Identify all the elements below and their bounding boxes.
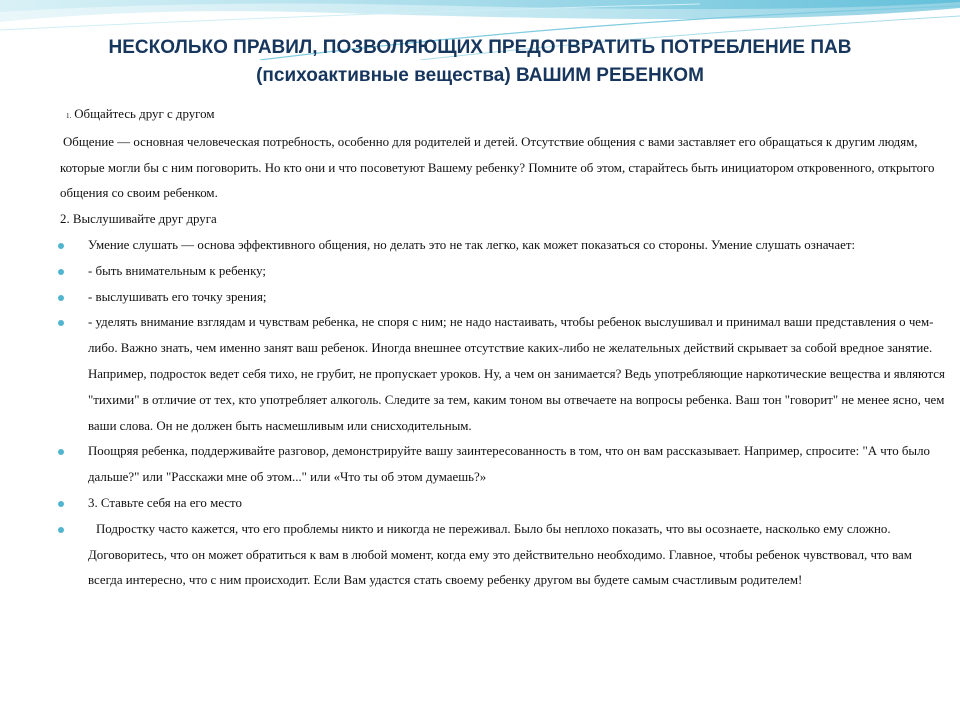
list-item	[60, 310, 945, 439]
bullet-icon	[58, 320, 64, 326]
section-1-heading	[60, 102, 945, 130]
list-item-text: - уделять внимание взглядам и чувствам ребенка, не споря с ним; не надо настаивать, чтобы ребенок выслушивал и принимал ваши представления о чем-либо. Важно знать, чем именно занят ваш ребенок. Иногда внешнее отсутствие каких-либо не желательных действий скрывает за собой вредное занятие. Например, подросток ведет себя тихо, не грубит, не пропускает уроков. Ну, а чем он занимается? Ведь употребляющие наркотические вещества и являются "тихими" в отличие от тех, кто употребляет алкоголь. Следите за тем, каким тоном вы отвечаете на вопросы ребенка. Ваш тон "говорит" не менее ясно, чем ваши слова. Он не должен быть насмешливым или снисходительным.	[88, 315, 945, 433]
list-item-text: - выслушивать его точку зрения;	[88, 289, 267, 304]
list-item	[60, 517, 945, 594]
list-item-text: 3. Ставьте себя на его место	[88, 495, 242, 510]
section-1-text: Общение — основная человеческая потребность, особенно для родителей и детей. Отсутствие общения с вами заставляет его обращаться к другим людям, которые могли бы с ним поговорить. Но кто они и что посоветуют Вашему ребенку? Помните об этом, старайтесь быть инициатором откровенного, открытого общения со своим ребенком.	[60, 134, 935, 201]
section-1-number: 1.	[66, 112, 72, 120]
list-item	[60, 285, 945, 311]
list-item	[60, 439, 945, 491]
list-item-text: Подростку часто кажется, что его проблемы никто и никогда не переживал. Было бы неплохо показать, что вы осознаете, насколько ему сложно. Договоритесь, что он может обратиться к вам в любой момент, когда ему это действительно необходимо. Главное, чтобы ребенок чувствовал, что вам всегда интересно, что с ним происходит. Если Вам удастся стать своему ребенку другом вы будете самым счастливым родителем!	[88, 521, 912, 588]
bullet-icon	[58, 527, 64, 533]
bullet-icon	[58, 243, 64, 249]
list-item	[60, 233, 945, 259]
list-item-text: - быть внимательным к ребенку;	[88, 263, 267, 278]
title-line-2: (психоактивные вещества) ВАШИМ РЕБЕНКОМ	[256, 65, 704, 86]
bullet-icon	[58, 295, 64, 301]
list-item-section-3-heading	[60, 491, 945, 517]
bullet-icon	[58, 449, 64, 455]
bullet-icon	[58, 501, 64, 507]
bullet-icon	[58, 269, 64, 275]
section-2-heading: 2. Выслушивайте друг друга	[60, 212, 217, 227]
title-line-1: НЕСКОЛЬКО ПРАВИЛ, ПОЗВОЛЯЮЩИХ ПРЕДОТВРАТИТЬ ПОТРЕБЛЕНИЕ ПАВ	[108, 37, 852, 58]
list-item-text: Умение слушать — основа эффективного общения, но делать это не так легко, как может показаться со стороны. Умение слушать означает:	[88, 237, 856, 252]
section-1-heading-text: Общайтесь друг с другом	[74, 107, 215, 121]
slide-content	[60, 102, 945, 594]
page-title	[40, 34, 920, 90]
list-item	[60, 259, 945, 285]
list-item-text: Поощряя ребенка, поддерживайте разговор, демонстрируйте вашу заинтересованность в том, что он вам рассказывает. Например, спросите: "А что было дальше?" или "Расскажи мне об этом..." или «Что ты об этом думаешь?»	[88, 444, 930, 485]
